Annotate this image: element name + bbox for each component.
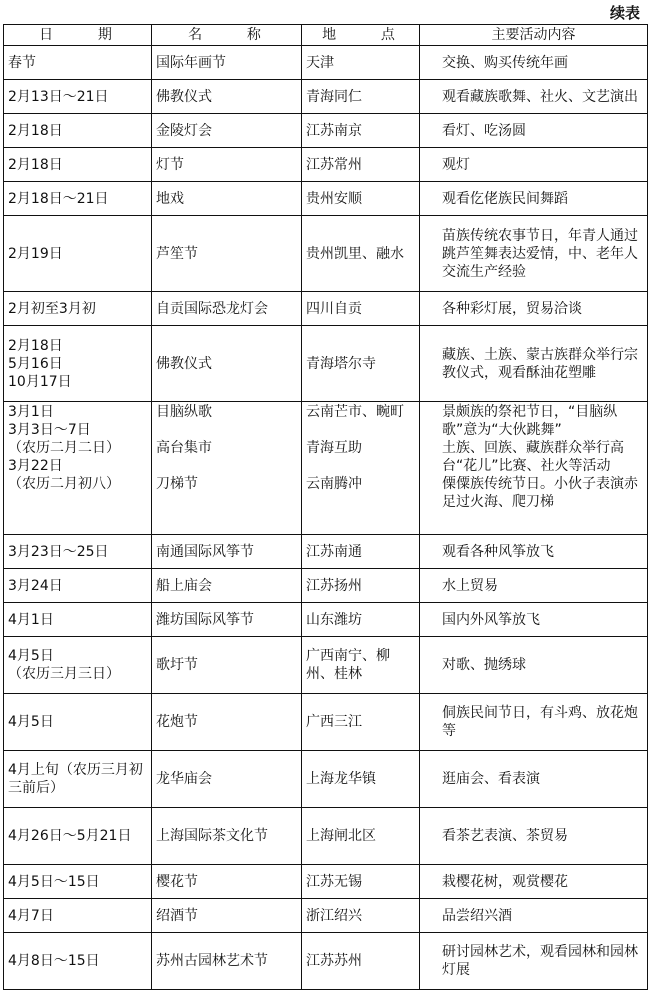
table-row — [4, 402, 648, 535]
activity-cell: 观灯 — [420, 148, 648, 182]
place-cell: 江苏南通 — [302, 535, 420, 569]
place-cell: 上海闸北区 — [302, 808, 420, 865]
activity-cell: 观看仡佬族民间舞蹈 — [420, 182, 648, 216]
place-cell: 云南芒市、畹町 青海互助 云南腾冲 — [302, 402, 420, 535]
activity-cell: 景颇族的祭祀节日，“目脑纵歌”意为“大伙跳舞” 土族、回族、藏族群众举行高台“花儿”比赛、社火等活动 傈僳族传统节日。小伙子表演赤足过火海、爬刀梯 — [420, 402, 648, 535]
date-cell: 3月1日 3月3日～7日 （农历二月二日） 3月22日 （农历二月初八） — [4, 402, 152, 535]
header-place: 地 点 — [302, 25, 420, 46]
date-cell: 2月18日 — [4, 114, 152, 148]
date-cell: 2月13日～21日 — [4, 80, 152, 114]
continued-label: 续表 — [609, 4, 640, 22]
header-row — [4, 25, 648, 46]
date-cell: 4月5日～15日 — [4, 865, 152, 899]
place-cell: 广西南宁、柳州、桂林 — [302, 637, 420, 694]
activity-cell: 水上贸易 — [420, 569, 648, 603]
table-row — [4, 326, 648, 402]
place-cell: 青海塔尔寺 — [302, 326, 420, 402]
place-cell: 山东潍坊 — [302, 603, 420, 637]
name-cell: 船上庙会 — [152, 569, 302, 603]
name-cell: 潍坊国际风筝节 — [152, 603, 302, 637]
table-row — [4, 46, 648, 80]
activity-cell: 对歌、抛绣球 — [420, 637, 648, 694]
place-cell: 浙江绍兴 — [302, 899, 420, 933]
date-cell: 4月1日 — [4, 603, 152, 637]
activity-cell: 苗族传统农事节日，年青人通过跳芦笙舞表达爱情，中、老年人交流生产经验 — [420, 216, 648, 292]
date-cell: 4月26日～5月21日 — [4, 808, 152, 865]
date-cell: 春节 — [4, 46, 152, 80]
place-cell: 上海龙华镇 — [302, 751, 420, 808]
activity-cell: 侗族民间节日，有斗鸡、放花炮等 — [420, 694, 648, 751]
name-cell: 金陵灯会 — [152, 114, 302, 148]
name-cell: 苏州古园林艺术节 — [152, 933, 302, 990]
table-row — [4, 148, 648, 182]
name-cell: 自贡国际恐龙灯会 — [152, 292, 302, 326]
table-row — [4, 114, 648, 148]
name-cell: 灯节 — [152, 148, 302, 182]
place-cell: 贵州凯里、融水 — [302, 216, 420, 292]
place-cell: 江苏常州 — [302, 148, 420, 182]
date-cell: 2月18日～21日 — [4, 182, 152, 216]
activity-cell: 各种彩灯展，贸易洽谈 — [420, 292, 648, 326]
date-cell: 2月19日 — [4, 216, 152, 292]
name-cell: 上海国际茶文化节 — [152, 808, 302, 865]
date-cell: 4月5日 — [4, 694, 152, 751]
activity-cell: 交换、购买传统年画 — [420, 46, 648, 80]
name-cell: 樱花节 — [152, 865, 302, 899]
place-cell: 四川自贡 — [302, 292, 420, 326]
festival-table — [3, 24, 648, 990]
activity-cell: 观看藏族歌舞、社火、文艺演出 — [420, 80, 648, 114]
date-cell: 3月23日～25日 — [4, 535, 152, 569]
activity-cell: 栽樱花树，观赏樱花 — [420, 865, 648, 899]
table-row — [4, 603, 648, 637]
table-row — [4, 933, 648, 990]
table-row — [4, 808, 648, 865]
header-date: 日 期 — [4, 25, 152, 46]
activity-cell: 观看各种风筝放飞 — [420, 535, 648, 569]
place-cell: 江苏扬州 — [302, 569, 420, 603]
date-cell: 4月上旬（农历三月初三前后） — [4, 751, 152, 808]
table-row — [4, 569, 648, 603]
table-row — [4, 694, 648, 751]
table-row — [4, 216, 648, 292]
table-row — [4, 80, 648, 114]
name-cell: 花炮节 — [152, 694, 302, 751]
name-cell: 地戏 — [152, 182, 302, 216]
table-row — [4, 637, 648, 694]
header-activity: 主要活动内容 — [420, 25, 648, 46]
activity-cell: 品尝绍兴酒 — [420, 899, 648, 933]
activity-cell: 看灯、吃汤圆 — [420, 114, 648, 148]
name-cell: 国际年画节 — [152, 46, 302, 80]
table-row — [4, 292, 648, 326]
name-cell: 目脑纵歌 高台集市 刀梯节 — [152, 402, 302, 535]
activity-cell: 国内外风筝放飞 — [420, 603, 648, 637]
name-cell: 芦笙节 — [152, 216, 302, 292]
place-cell: 江苏苏州 — [302, 933, 420, 990]
date-cell: 2月18日 — [4, 148, 152, 182]
activity-cell: 看茶艺表演、茶贸易 — [420, 808, 648, 865]
place-cell: 贵州安顺 — [302, 182, 420, 216]
place-cell: 天津 — [302, 46, 420, 80]
date-cell: 4月7日 — [4, 899, 152, 933]
name-cell: 佛教仪式 — [152, 80, 302, 114]
name-cell: 佛教仪式 — [152, 326, 302, 402]
date-cell: 4月5日 （农历三月三日） — [4, 637, 152, 694]
table-row — [4, 535, 648, 569]
table-row — [4, 865, 648, 899]
activity-cell: 藏族、土族、蒙古族群众举行宗教仪式，观看酥油花塑雕 — [420, 326, 648, 402]
name-cell: 歌圩节 — [152, 637, 302, 694]
place-cell: 广西三江 — [302, 694, 420, 751]
place-cell: 青海同仁 — [302, 80, 420, 114]
table-row — [4, 899, 648, 933]
date-cell: 2月初至3月初 — [4, 292, 152, 326]
name-cell: 绍酒节 — [152, 899, 302, 933]
date-cell: 3月24日 — [4, 569, 152, 603]
activity-cell: 逛庙会、看表演 — [420, 751, 648, 808]
place-cell: 江苏南京 — [302, 114, 420, 148]
date-cell: 2月18日 5月16日 10月17日 — [4, 326, 152, 402]
name-cell: 龙华庙会 — [152, 751, 302, 808]
date-cell: 4月8日～15日 — [4, 933, 152, 990]
name-cell: 南通国际风筝节 — [152, 535, 302, 569]
header-name: 名 称 — [152, 25, 302, 46]
place-cell: 江苏无锡 — [302, 865, 420, 899]
activity-cell: 研讨园林艺术，观看园林和园林灯展 — [420, 933, 648, 990]
table-row — [4, 182, 648, 216]
table-row — [4, 751, 648, 808]
